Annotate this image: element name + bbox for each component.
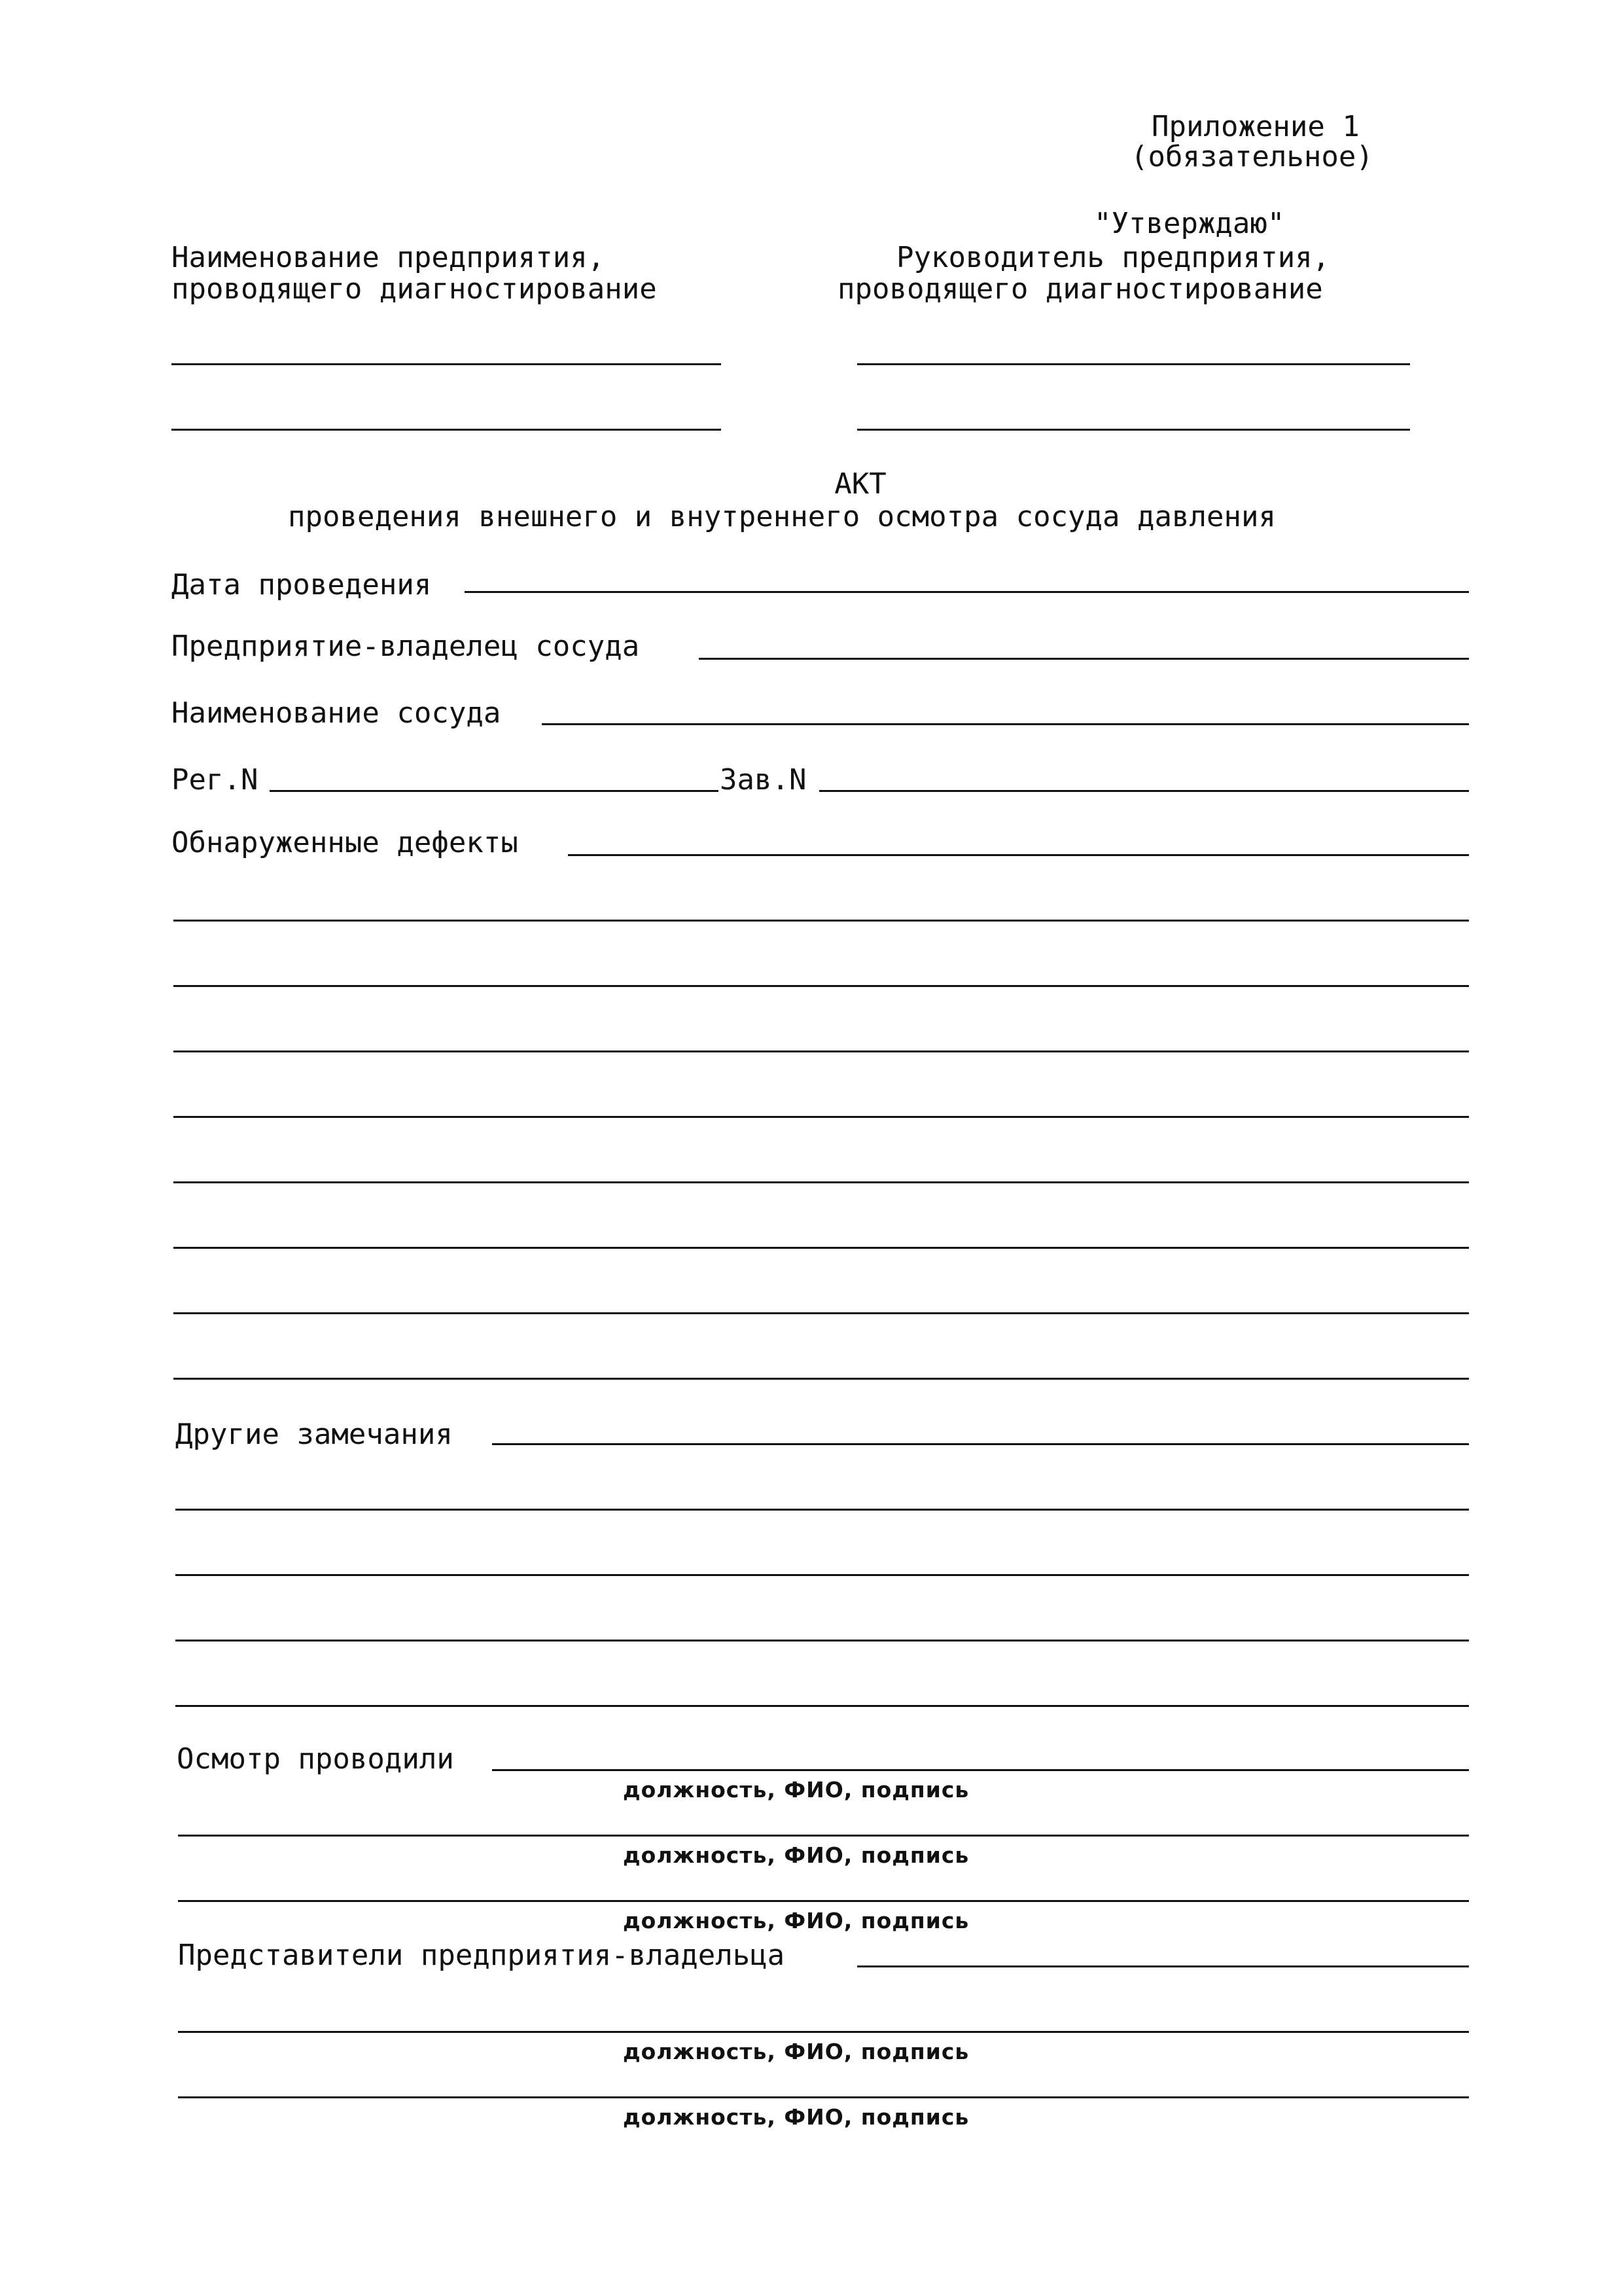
signature-caption: должность, ФИО, подпись: [623, 1842, 970, 1868]
doc-subtitle: проведения внешнего и внутреннего осмотра сосуда давления: [288, 500, 1276, 533]
reg-no-label: Рег.N: [171, 763, 258, 797]
owner-input-line[interactable]: [699, 658, 1469, 660]
defects-continuation-line[interactable]: [173, 985, 1469, 987]
defects-continuation-line[interactable]: [173, 1050, 1469, 1052]
remarks-continuation-line[interactable]: [175, 1574, 1469, 1576]
owner-rep-signature-line[interactable]: [857, 1965, 1469, 1967]
date-label: Дата проведения: [171, 568, 432, 601]
head-title-line2: проводящего диагностирование: [838, 272, 1323, 306]
factory-no-input-line[interactable]: [819, 790, 1469, 792]
inspectors-label: Осмотр проводили: [177, 1742, 454, 1776]
signature-caption: должность, ФИО, подпись: [623, 1777, 970, 1803]
owner-rep-signature-line[interactable]: [178, 2031, 1469, 2033]
approve-label: "Утверждаю": [1094, 207, 1285, 240]
remarks-continuation-line[interactable]: [175, 1640, 1469, 1641]
inspector-signature-line[interactable]: [178, 1900, 1469, 1902]
remarks-label: Другие замечания: [175, 1418, 453, 1451]
reg-no-input-line[interactable]: [270, 790, 718, 792]
factory-no-label: Зав.N: [720, 763, 807, 797]
enterprise-name-line2: проводящего диагностирование: [171, 272, 657, 306]
appendix-note: (обязательное): [1131, 140, 1373, 173]
owner-label: Предприятие-владелец сосуда: [171, 630, 640, 663]
appendix-label: Приложение 1: [1152, 110, 1360, 143]
inspector-signature-line[interactable]: [492, 1769, 1469, 1771]
head-title-line1: Руководитель предприятия,: [896, 241, 1330, 274]
defects-continuation-line[interactable]: [173, 1247, 1469, 1249]
defects-input-line[interactable]: [568, 854, 1469, 856]
enterprise-name-blank-2[interactable]: [171, 429, 721, 431]
vessel-name-label: Наименование сосуда: [171, 696, 501, 730]
signature-caption: должность, ФИО, подпись: [623, 1908, 970, 1933]
defects-continuation-line[interactable]: [173, 1116, 1469, 1118]
approver-blank-2[interactable]: [857, 429, 1410, 431]
enterprise-name-blank-1[interactable]: [171, 363, 721, 365]
enterprise-name-line1: Наименование предприятия,: [171, 241, 605, 274]
defects-continuation-line[interactable]: [173, 920, 1469, 922]
vessel-name-input-line[interactable]: [542, 723, 1469, 725]
signature-caption: должность, ФИО, подпись: [623, 2104, 970, 2130]
defects-continuation-line[interactable]: [173, 1378, 1469, 1380]
inspector-signature-line[interactable]: [178, 1835, 1469, 1837]
remarks-continuation-line[interactable]: [175, 1705, 1469, 1707]
defects-label: Обнаруженные дефекты: [171, 826, 518, 859]
approver-blank-1[interactable]: [857, 363, 1410, 365]
remarks-continuation-line[interactable]: [175, 1509, 1469, 1511]
date-input-line[interactable]: [465, 591, 1469, 593]
owner-rep-signature-line[interactable]: [178, 2096, 1469, 2098]
defects-continuation-line[interactable]: [173, 1312, 1469, 1314]
defects-continuation-line[interactable]: [173, 1181, 1469, 1183]
signature-caption: должность, ФИО, подпись: [623, 2039, 970, 2064]
owner-reps-label: Представители предприятия-владельца: [178, 1939, 785, 1972]
remarks-input-line[interactable]: [492, 1443, 1469, 1445]
doc-title: АКТ: [834, 467, 887, 501]
